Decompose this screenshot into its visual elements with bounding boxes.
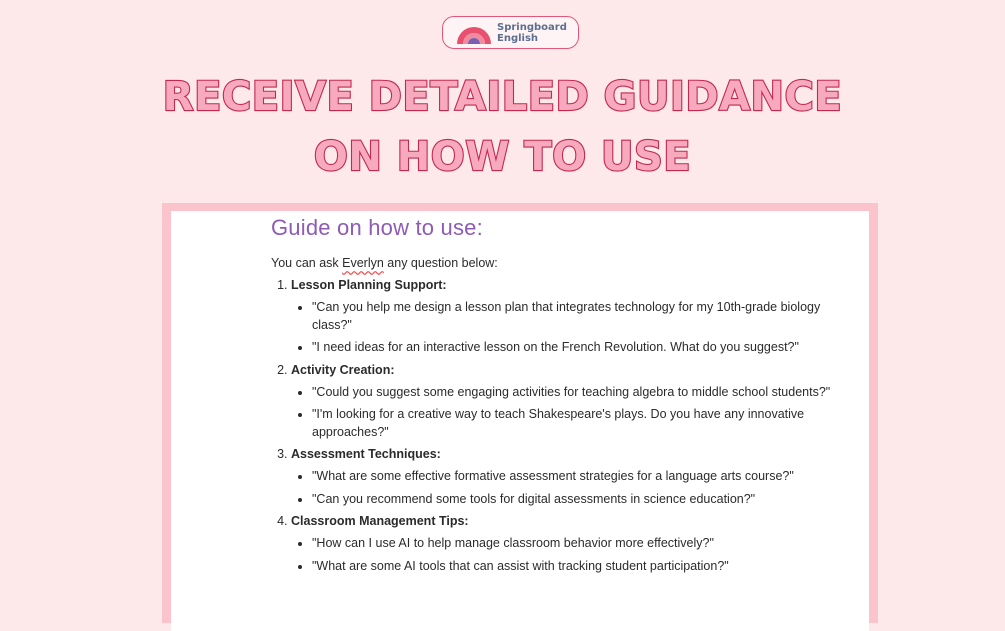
guide-title: Guide on how to use: — [271, 215, 483, 240]
headline-line2: ON HOW TO USE — [313, 134, 692, 180]
category-list — [271, 277, 831, 575]
question-list — [291, 468, 831, 508]
category-item — [291, 513, 831, 575]
guide-intro — [271, 255, 831, 271]
logo-wordmark — [497, 22, 567, 44]
category-title: Lesson Planning Support: — [291, 278, 447, 292]
category-item — [291, 362, 831, 442]
intro-assistant-name: Everlyn — [342, 256, 384, 270]
question-item: • "Can you help me design a lesson plan that integrates technology for my 10th-grade biology class?" — [312, 299, 831, 334]
springboard-english-logo[interactable] — [442, 16, 579, 49]
guide-content — [271, 213, 831, 580]
question-item: • "I'm looking for a creative way to teach Shakespeare's plays. Do you have any innovative approaches?" — [312, 406, 831, 441]
category-item — [291, 277, 831, 357]
headline-line1: RECEIVE DETAILED GUIDANCE — [162, 74, 843, 120]
category-title: Assessment Techniques: — [291, 447, 441, 461]
category-title: Classroom Management Tips: — [291, 514, 469, 528]
question-list — [291, 299, 831, 357]
question-item: • "How can I use AI to help manage classroom behavior more effectively?" — [312, 535, 831, 553]
question-item: • "Can you recommend some tools for digital assessments in science education?" — [312, 491, 831, 509]
intro-text-before: You can ask — [271, 256, 343, 270]
question-item: • "Could you suggest some engaging activities for teaching algebra to middle school students?" — [312, 384, 831, 402]
intro-text-after: any question below: — [383, 256, 498, 270]
category-item — [291, 446, 831, 508]
logo-name-line2: English — [497, 32, 539, 44]
question-item: • "What are some effective formative assessment strategies for a language arts course?" — [312, 468, 831, 486]
question-list — [291, 535, 831, 575]
question-list — [291, 384, 831, 442]
category-title: Activity Creation: — [291, 362, 395, 377]
logo-name-line1: Springboard — [497, 21, 567, 33]
rainbow-logo-icon — [455, 22, 493, 44]
question-item: • "What are some AI tools that can assist with tracking student participation?" — [312, 558, 831, 576]
question-item: • "I need ideas for an interactive lesson on the French Revolution. What do you suggest?" — [312, 339, 831, 357]
